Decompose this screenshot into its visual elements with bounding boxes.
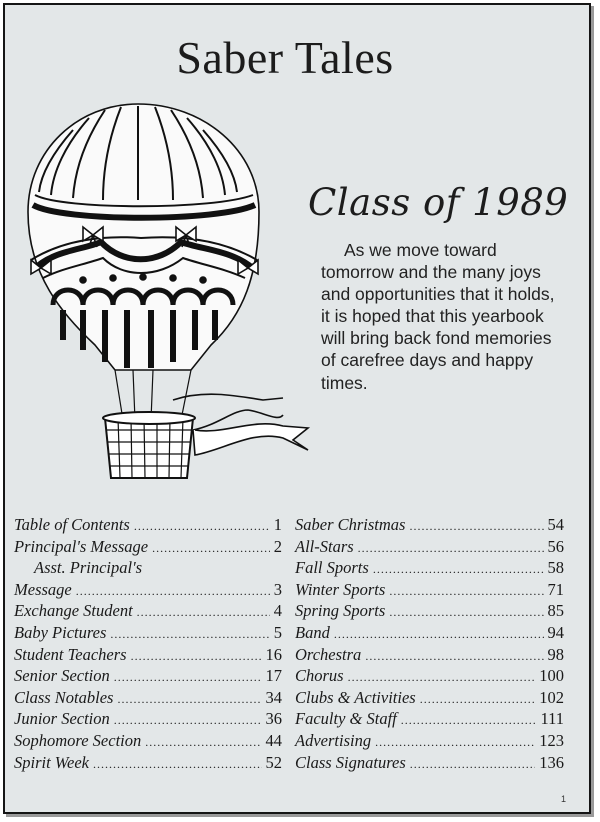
toc-leader-dots bbox=[114, 713, 262, 728]
toc-leader-dots bbox=[117, 692, 261, 707]
toc-entry-page: 136 bbox=[539, 752, 564, 772]
toc-entry[interactable] bbox=[295, 645, 564, 667]
toc-leader-dots bbox=[334, 627, 544, 642]
toc-entry-label: Chorus bbox=[295, 666, 344, 686]
toc-entry-label: Winter Sports bbox=[295, 579, 386, 599]
toc-leader-dots bbox=[420, 692, 536, 707]
toc-entry-label: Advertising bbox=[295, 730, 372, 750]
toc-entry[interactable] bbox=[14, 537, 282, 559]
toc-leader-dots bbox=[409, 519, 543, 534]
class-year-heading: Class of 1989 bbox=[308, 181, 569, 224]
toc-entry-page: 3 bbox=[273, 579, 282, 599]
toc-entry[interactable] bbox=[14, 515, 282, 537]
toc-leader-dots bbox=[389, 584, 543, 599]
toc-entry-page: 123 bbox=[539, 730, 564, 750]
page-number: 1 bbox=[561, 794, 567, 804]
toc-leader-dots bbox=[375, 735, 535, 750]
toc-entry-label: Senior Section bbox=[14, 666, 110, 686]
toc-entry-label: Band bbox=[295, 622, 330, 642]
toc-entry-page: 34 bbox=[265, 687, 282, 707]
toc-entry-page: 52 bbox=[265, 752, 282, 772]
toc-leader-dots bbox=[365, 649, 543, 664]
toc-entry-page: 36 bbox=[265, 709, 282, 729]
toc-leader-dots bbox=[145, 735, 261, 750]
toc-leader-dots bbox=[93, 757, 262, 772]
toc-entry[interactable] bbox=[14, 601, 282, 623]
toc-right-column bbox=[295, 515, 564, 774]
toc-entry[interactable] bbox=[14, 709, 282, 731]
toc-entry[interactable] bbox=[14, 688, 282, 710]
toc-leader-dots bbox=[389, 605, 543, 620]
toc-entry[interactable] bbox=[295, 580, 564, 602]
toc-entry-label: Baby Pictures bbox=[14, 622, 107, 642]
toc-entry-page: 1 bbox=[273, 515, 282, 534]
toc-entry[interactable] bbox=[14, 666, 282, 688]
toc-entry[interactable] bbox=[14, 753, 282, 775]
toc-entry-page: 98 bbox=[547, 644, 564, 664]
toc-leader-dots bbox=[134, 519, 270, 534]
toc-entry-label: Student Teachers bbox=[14, 644, 127, 664]
toc-entry-page: 58 bbox=[547, 558, 564, 578]
toc-entry[interactable] bbox=[14, 731, 282, 753]
toc-entry-label: Asst. Principal's bbox=[34, 558, 143, 578]
toc-entry-page: 16 bbox=[265, 644, 282, 664]
toc-entry[interactable] bbox=[295, 537, 564, 559]
toc-entry-page: 111 bbox=[540, 709, 564, 729]
toc-entry[interactable] bbox=[295, 753, 564, 775]
toc-entry-label: Saber Christmas bbox=[295, 515, 406, 534]
toc-leader-dots bbox=[410, 757, 535, 772]
toc-leader-dots bbox=[137, 605, 270, 620]
toc-leader-dots bbox=[76, 584, 270, 599]
toc-entry[interactable] bbox=[295, 688, 564, 710]
toc-leader-dots bbox=[131, 649, 262, 664]
toc-entry[interactable] bbox=[14, 623, 282, 645]
toc-entry-label: Clubs & Activities bbox=[295, 687, 416, 707]
toc-entry-label: Class Signatures bbox=[295, 752, 406, 772]
toc-entry-page: 85 bbox=[547, 601, 564, 621]
toc-entry[interactable] bbox=[295, 623, 564, 645]
toc-leader-dots bbox=[348, 670, 536, 685]
toc-entry-label: All-Stars bbox=[295, 536, 354, 556]
toc-entry-label: Exchange Student bbox=[14, 601, 133, 621]
toc-entry-page: 54 bbox=[547, 515, 564, 534]
toc-entry-label: Spirit Week bbox=[14, 752, 89, 772]
toc-entry-page: 4 bbox=[273, 601, 282, 621]
toc-entry-label: Class Notables bbox=[14, 687, 114, 707]
toc-entry-label: Spring Sports bbox=[295, 601, 386, 621]
toc-entry-page: 17 bbox=[265, 666, 282, 686]
toc-leader-dots bbox=[401, 713, 537, 728]
toc-entry-label: Fall Sports bbox=[295, 558, 369, 578]
toc-entry-label: Message bbox=[14, 579, 72, 599]
toc-leader-dots bbox=[373, 562, 544, 577]
toc-entry[interactable] bbox=[295, 731, 564, 753]
toc-entry[interactable] bbox=[295, 601, 564, 623]
toc-leader-dots bbox=[114, 670, 262, 685]
toc-entry-page: 94 bbox=[547, 622, 564, 642]
toc-entry-label: Orchestra bbox=[295, 644, 362, 664]
intro-paragraph: As we move toward tomorrow and the many joys and opportunities that it holds, it is hoped that this yearbook will bring back fond memories of carefree days and happy times. bbox=[321, 240, 555, 393]
toc-entry-label: Faculty & Staff bbox=[295, 709, 397, 729]
toc-entry-page: 56 bbox=[547, 536, 564, 556]
toc-entry[interactable] bbox=[14, 580, 282, 602]
toc-entry-page: 102 bbox=[539, 687, 564, 707]
toc-entry[interactable] bbox=[14, 645, 282, 667]
toc-entry[interactable] bbox=[295, 666, 564, 688]
toc-entry-page: 2 bbox=[273, 536, 282, 556]
toc-leader-dots bbox=[152, 541, 270, 556]
toc-entry[interactable] bbox=[295, 709, 564, 731]
toc-entry-label: Principal's Message bbox=[14, 536, 149, 556]
toc-leader-dots bbox=[358, 541, 544, 556]
toc-entry-page: 5 bbox=[273, 622, 282, 642]
toc-entry-page: 44 bbox=[265, 730, 282, 750]
toc-entry-page: 100 bbox=[539, 666, 564, 686]
page-frame bbox=[3, 3, 591, 814]
hot-air-balloon-icon bbox=[23, 100, 313, 490]
toc-entry-label: Junior Section bbox=[14, 709, 110, 729]
toc-left-column bbox=[14, 515, 282, 774]
toc-entry[interactable] bbox=[14, 558, 282, 580]
toc-entry[interactable] bbox=[295, 558, 564, 580]
toc-entry-page: 71 bbox=[547, 579, 564, 599]
toc-entry[interactable] bbox=[295, 515, 564, 537]
page-title: Saber Tales bbox=[176, 32, 394, 83]
toc-leader-dots bbox=[110, 627, 269, 642]
toc-entry-label: Sophomore Section bbox=[14, 730, 142, 750]
toc-entry-label: Table of Contents bbox=[14, 515, 130, 534]
